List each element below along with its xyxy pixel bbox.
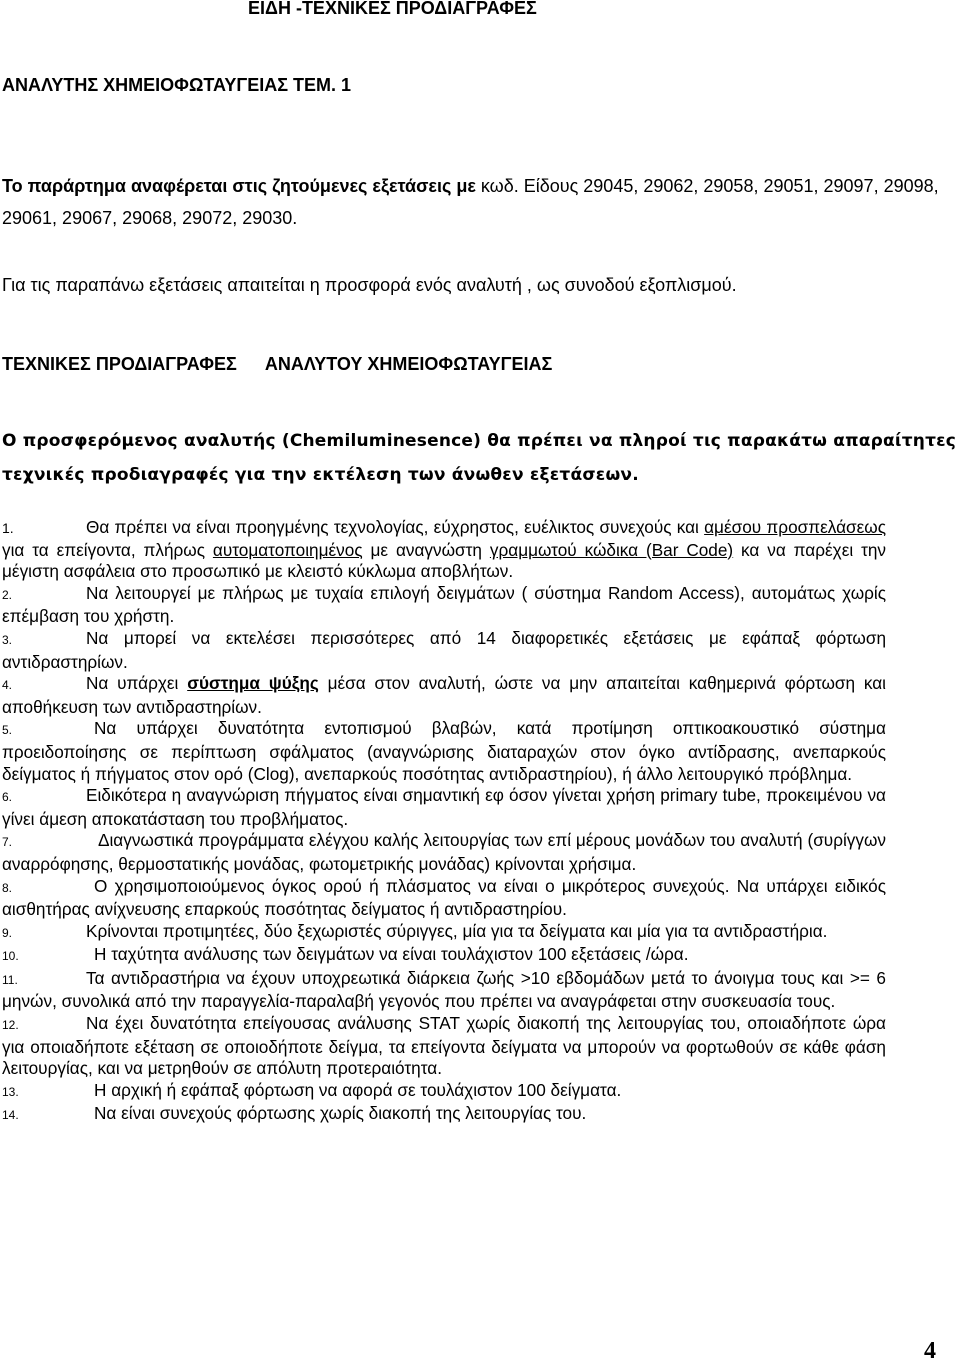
item-number: 10. (2, 949, 19, 964)
document-title: ΕΙΔΗ -ΤΕΧΝΙΚΕΣ ΠΡΟΔΙΑΓΡΑΦΕΣ (248, 0, 537, 18)
item-number: 8. (2, 880, 13, 895)
item-text: Να μπορεί να εκτελέσει περισσότερες από 14 διαφορετικές εξετάσεις με εφάπαξ φόρτωση αντιδραστηρίων. (2, 627, 886, 672)
spec-item-2 (2, 583, 886, 628)
spec-item-14 (2, 1103, 886, 1127)
item-number: 2. (2, 587, 13, 602)
item-text: κα να παρέχει την μέγιστη ασφάλεια στο προσωπικό με κλειστό κύκλωμα αποβλήτων. (2, 539, 887, 582)
spec-item-1 (2, 517, 886, 583)
item-text: Να υπάρχει δυνατότητα εντοπισμού βλαβών, κατά προτίμηση οπτικοακουστικό σύστημα προειδοποίησης σε περίπτωση σφάλματος (αναγνώρισης διαταραχών στον όγκο αντίδρασης, ανεπαρκούς δείγματος ή πήγματος στον ορό (Clog), ανεπαρκούς ποσότητας αντιδραστηρίου), ή άλλο λειτουργικό πρόβλημα. (2, 718, 886, 784)
spec-item-11 (2, 968, 886, 1013)
item-number: 11. (2, 972, 18, 987)
spec-heading-part1: ΤΕΧΝΙΚΕΣ ΠΡΟΔΙΑΓΡΑΦΕΣ (2, 354, 237, 374)
item-number: 1. (2, 520, 14, 536)
item-text: Θα πρέπει να είναι προηγμένης τεχνολογίας, εύχρηστος, ευέλικτος συνεχούς και (86, 517, 705, 537)
spec-list (2, 517, 886, 1127)
item-underlined-text: αμέσου προσπελάσεως (704, 517, 886, 537)
item-text: Η ταχύτητα ανάλυσης των δειγμάτων να είναι τουλάχιστον 100 εξετάσεις /ώρα. (94, 944, 689, 965)
spec-item-7 (2, 830, 886, 875)
item-number: 13. (2, 1084, 19, 1099)
item-text: Να υπάρχει (86, 673, 188, 694)
item-underlined-text: αυτοματοποιημένος (212, 539, 363, 560)
item-text: για τα επείγοντα, πλήρως (2, 539, 213, 560)
page-number: 4 (924, 1338, 936, 1364)
item-number: 3. (2, 632, 13, 647)
item-number: 7. (2, 835, 13, 850)
intro-codes: κωδ. Είδους 29045, 29062, 29058, 29051, 29097, 29098, 29061, 29067, 29068, 29072, 29030. (2, 176, 939, 228)
spec-heading (2, 354, 552, 375)
item-text: Τα αντιδραστήρια να έχουν υποχρεωτικά διάρκεια ζωής >10 εβδομάδων μετά το άνοιγμα τους και >= 6 μηνών, συνολικά από την παραγγελία-παραλαβή γεγονός που πρέπει να αναγράφεται στην συσκευασία τους. (2, 967, 886, 1012)
spec-item-3 (2, 628, 886, 673)
intro-paragraph (2, 170, 958, 234)
item-text: μέσα στον αναλυτή, ώστε να μην απαιτείται καθημερινά φόρτωση και αποθήκευση των αντιδραστηρίων. (2, 673, 886, 717)
item-text: Διαγνωστικά προγράμματα ελέγχου καλής λειτουργίας των επί μέρους μονάδων του αναλυτή (συρίγγων αναρρόφησης, θερμοστατικής μονάδας, φωτομετρικής μονάδας) κρίνονται χρήσιμα. (2, 830, 886, 874)
requirement-text: Για τις παραπάνω εξετάσεις απαιτείται η προσφορά ενός αναλυτή , ως συνοδού εξοπλισμού. (2, 275, 737, 295)
item-text: Ο χρησιμοποιούμενος όγκος ορού ή πλάσματος να είναι ο μικρότερος συνεχούς. Να υπάρχει ειδικός αισθητήρας ανίχνευσης επαρκούς ποσότητας δείγματος ή αντιδραστηρίου. (2, 875, 886, 920)
item-text: Να λειτουργεί με πλήρως με τυχαία επιλογή δειγμάτων ( σύστημα Random Access), αυτομάτως χωρίς επέμβαση του χρήστη. (2, 582, 886, 627)
spec-item-5 (2, 718, 886, 785)
item-number: 9. (2, 925, 13, 940)
item-text: Να έχει δυνατότητα επείγουσας ανάλυσης STAT χωρίς διακοπή της λειτουργίας του, οποιαδήποτε ώρα για οποιαδήποτε εξέταση σε οποιοδήποτε δείγμα, τα επείγοντα δείγματα να μπορούν να φορτωθούν σε κάθε φάση λειτουργίας, και να μετρηθούν σε απόλυτη προτεραιότητα. (2, 1013, 886, 1079)
intro-lead: Το παράρτημα αναφέρεται στις ζητούμενες εξετάσεις με (2, 176, 476, 196)
item-number: 4. (2, 678, 13, 693)
spec-item-8 (2, 876, 886, 921)
item-text: Η αρχική ή εφάπαξ φόρτωση να αφορά σε τουλάχιστον 100 δείγματα. (94, 1079, 622, 1100)
item-text: Ειδικότερα η αναγνώριση πήγματος είναι σημαντική εφ όσον γίνεται χρήση primary tube, προκειμένου να γίνει άμεση αποκατάσταση του προβλήματος. (2, 785, 886, 829)
spec-item-6 (2, 785, 886, 830)
spec-item-13 (2, 1080, 886, 1104)
item-text: με αναγνώστη (362, 539, 490, 560)
spec-item-9 (2, 921, 886, 945)
item-number: 14. (2, 1108, 19, 1123)
spec-heading-part2: ΑΝΑΛΥΤΟΥ ΧΗΜΕΙΟΦΩΤΑΥΓΕΙΑΣ (264, 354, 553, 374)
analyzer-paragraph: Ο προσφερόμενος αναλυτής (Chemiluminesence) θα πρέπει να πληροί τις παρακάτω απαραίτητες τεχνικές προδιαγραφές για την εκτέλεση των άνωθεν εξετάσεων. (2, 431, 957, 485)
spec-item-10 (2, 944, 886, 968)
item-text: Κρίνονται προτιμητέες, δύο ξεχωριστές σύριγγες, μία για τα δείγματα και μία για τα αντιδραστήρια. (86, 920, 828, 941)
item-text: Να είναι συνεχούς φόρτωσης χωρίς διακοπή της λειτουργίας του. (94, 1103, 587, 1124)
item-bold-underlined-text: σύστημα ψύξης (187, 673, 319, 694)
item-number: 12. (2, 1018, 19, 1033)
item-number: 6. (2, 790, 13, 805)
item-number: 5. (2, 723, 13, 738)
spec-item-4 (2, 673, 886, 718)
spec-item-12 (2, 1013, 886, 1080)
document-subtitle: ΑΝΑΛΥΤΗΣ ΧΗΜΕΙΟΦΩΤΑΥΓΕΙΑΣ ΤΕΜ. 1 (2, 75, 352, 95)
item-underlined-text: γραμμωτού κώδικα (Bar Code) (489, 539, 734, 560)
